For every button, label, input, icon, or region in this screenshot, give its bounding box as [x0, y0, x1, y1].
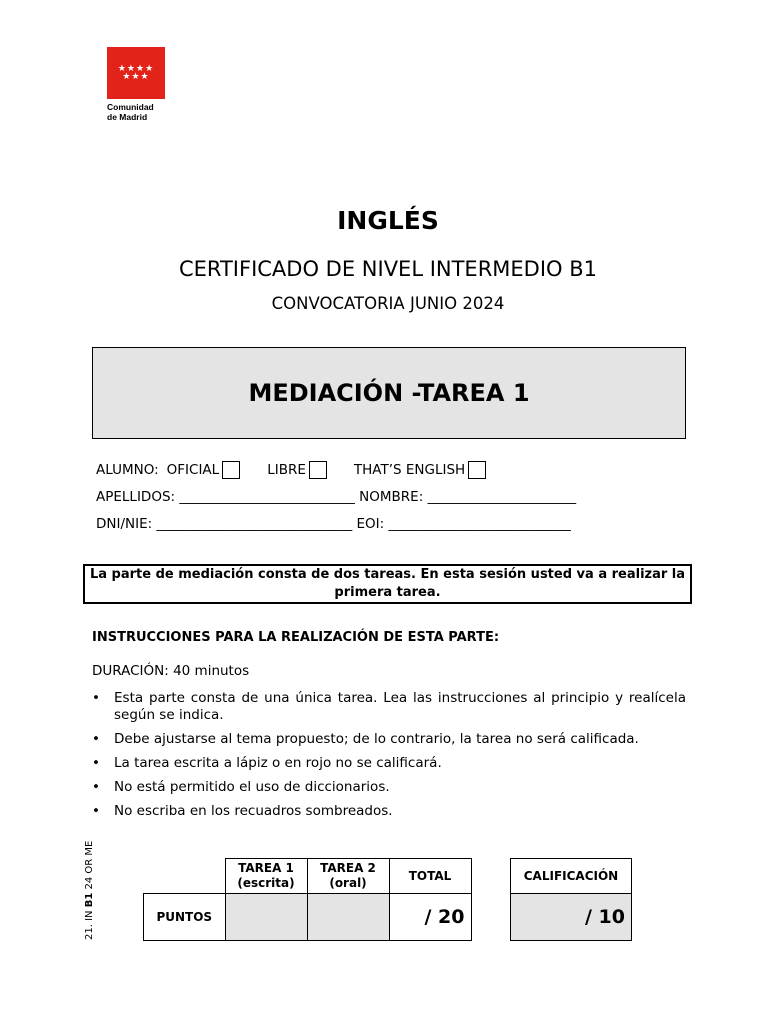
puntos-label: PUNTOS	[144, 894, 226, 941]
task-title-box	[92, 347, 686, 439]
logo-text	[107, 102, 165, 122]
notice-text: La parte de mediación consta de dos tareas. En esta sesión usted va a realizar la primera tarea.	[89, 567, 686, 600]
logo-stars-top: ★★★★	[117, 64, 155, 74]
dni-label: DNI/NIE:	[96, 515, 157, 532]
instructions-list	[92, 690, 686, 827]
instruction-item: • No escriba en los recuadros sombreados.	[92, 803, 686, 820]
instruction-item: • No está permitido el uso de diccionarios.	[92, 779, 686, 796]
tarea2-header-line1: TAREA 2	[320, 861, 376, 875]
score-table-corner	[144, 859, 226, 894]
oficial-label: OFICIAL	[166, 461, 220, 478]
student-info	[96, 456, 576, 537]
page-title: INGLÉS	[337, 206, 439, 235]
apellidos-field[interactable]: __________________________	[179, 488, 355, 505]
apellidos-label: APELLIDOS:	[96, 488, 180, 505]
dni-field[interactable]: _____________________________	[156, 515, 353, 532]
nombre-field[interactable]: ______________________	[427, 488, 577, 505]
dni-row	[96, 510, 576, 537]
calificacion-header: CALIFICACIÓN	[511, 859, 632, 894]
oficial-checkbox[interactable]	[222, 461, 240, 479]
alumno-label: ALUMNO:	[96, 461, 159, 478]
document-code-suffix: 24 OR ME	[84, 840, 95, 893]
thats-english-label: THAT’S ENGLISH	[353, 461, 466, 478]
alumno-row	[96, 456, 576, 483]
instructions-title: INSTRUCCIONES PARA LA REALIZACIÓN DE ESTA PARTE:	[92, 630, 500, 645]
logo-stars-bottom: ★★★	[122, 72, 150, 82]
tarea1-header-line1: TAREA 1	[238, 861, 294, 875]
instruction-item: • Debe ajustarse al tema propuesto; de lo contrario, la tarea no será calificada.	[92, 731, 686, 748]
apellidos-row	[96, 483, 576, 510]
document-code-prefix: 21. IN	[84, 907, 95, 940]
tarea1-score-cell	[225, 894, 307, 941]
tarea2-score-cell	[307, 894, 389, 941]
tarea2-header	[307, 859, 389, 894]
total-header: TOTAL	[389, 859, 471, 894]
nombre-label: NOMBRE:	[354, 488, 428, 505]
thats-english-checkbox[interactable]	[468, 461, 486, 479]
tarea1-header	[225, 859, 307, 894]
grade-table	[510, 858, 632, 941]
total-score: / 20	[389, 894, 471, 941]
comunidad-de-madrid-logo	[107, 47, 165, 122]
eoi-field[interactable]: ___________________________	[388, 515, 571, 532]
libre-label: LIBRE	[267, 461, 306, 478]
tarea1-header-line2: (escrita)	[237, 876, 295, 890]
tarea2-header-line2: (oral)	[329, 876, 367, 890]
instruction-item: • Esta parte consta de una única tarea. Lea las instrucciones al principio y realícela según se indica.	[92, 690, 686, 724]
eoi-label: EOI:	[352, 515, 389, 532]
document-code	[84, 841, 95, 940]
logo-text-line1: Comunidad	[107, 102, 154, 112]
certificate-subtitle: CERTIFICADO DE NIVEL INTERMEDIO B1	[178, 257, 598, 281]
instruction-item: • La tarea escrita a lápiz o en rojo no se calificará.	[92, 755, 686, 772]
calificacion-score: / 10	[511, 894, 632, 941]
duration-text: DURACIÓN: 40 minutos	[92, 663, 250, 679]
task-title: MEDIACIÓN -TAREA 1	[248, 379, 530, 407]
logo-text-line2: de Madrid	[107, 112, 148, 122]
notice-box	[83, 564, 692, 604]
exam-session: CONVOCATORIA JUNIO 2024	[271, 294, 505, 313]
score-table	[143, 858, 472, 941]
logo-flag	[107, 47, 165, 99]
document-code-level: B1	[84, 892, 95, 908]
libre-checkbox[interactable]	[309, 461, 327, 479]
